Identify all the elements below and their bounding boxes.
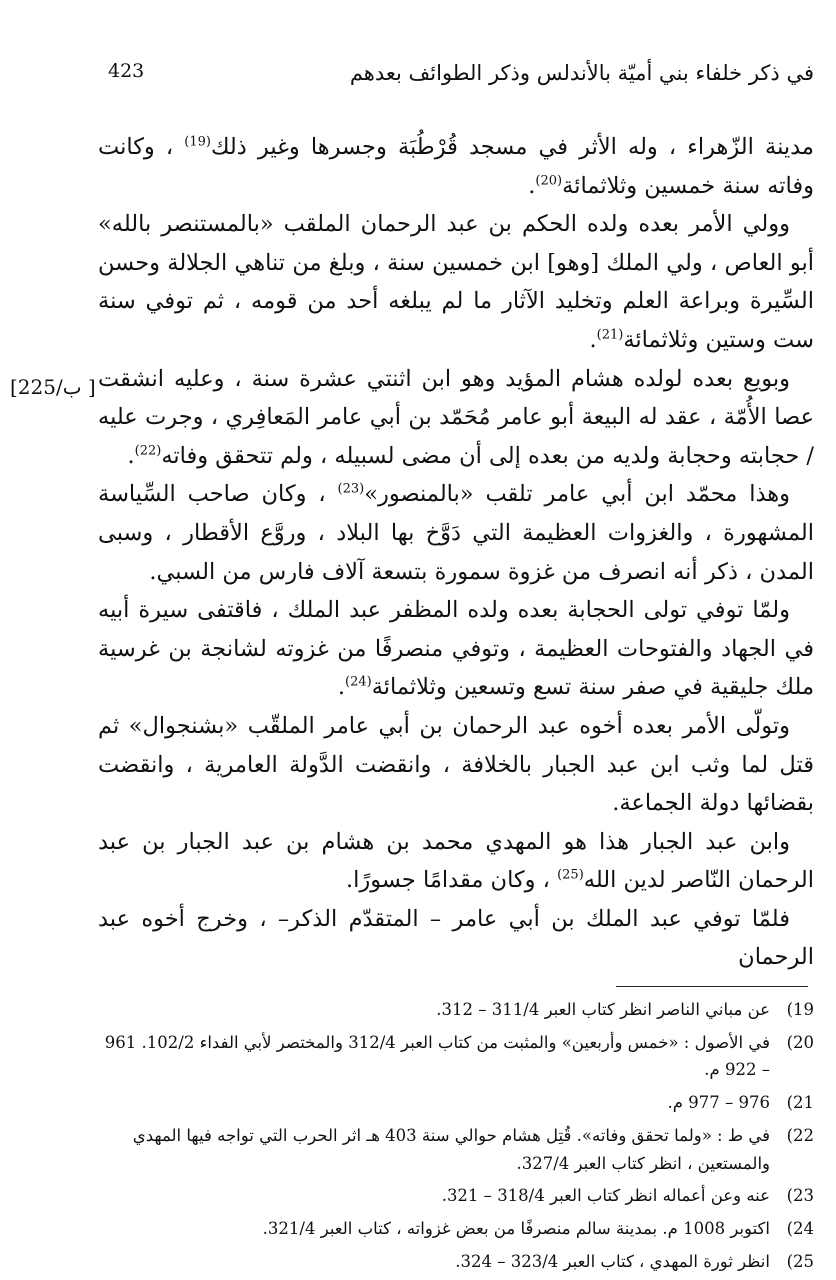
text-segment: ، وكان صاحب السِّياسة المشهورة ، والغزوات العظيمة التي دَوَّخ بها البلاد ، وروَّع الأقطار ، وسبى المدن ، ذكر أنه انصرف من غزوة سمورة بتسعة آلاف فارس من السبي. <box>98 481 814 585</box>
text-segment: وبويع بعده لولده هشام المؤيد وهو ابن اثنتي عشرة سنة ، وعليه انشقت عصا الأُمّة ، عقد له البيعة أبو عامر مُحَمّد بن أبي عامر المَعافِري ، وجرت عليه / حجابته وحجابة ولديه من بعده إلى أن مضى لسبيله ، ولم تتحقق وفاته <box>98 365 814 469</box>
footnote <box>98 1248 814 1276</box>
footnote-marker: (21) <box>596 327 624 343</box>
footnote <box>98 1029 814 1084</box>
text-segment: ولمّا توفي تولى الحجابة بعده ولده المظفر عبد الملك ، فاقتفى سيرة أبيه في الجهاد والفتوحات العظيمة ، وتوفي منصرفًا من غزوته لشانجة بن غرسية ملك جليقية في صفر سنة تسع وتسعين وثلاثمائة <box>98 597 814 701</box>
footnote-marker: (20) <box>535 173 563 189</box>
paragraph <box>98 900 814 977</box>
text-segment: . <box>127 442 135 469</box>
footnote-marker: (22) <box>134 443 162 459</box>
text-segment: ، وكان مقدامًا جسورًا. <box>345 867 558 894</box>
manuscript-folio-note: [225/ب ] <box>10 375 96 399</box>
footnote-number: 23) <box>786 1186 814 1206</box>
footnote-number: 22) <box>786 1125 814 1145</box>
paragraph <box>98 205 814 359</box>
footnote <box>98 996 814 1024</box>
footnote-number: 24) <box>786 1218 814 1238</box>
footnote-text: في الأصول : «خمس وأربعين» والمثبت من كتاب العبر 312/4 والمختصر لأبي الفداء 102/2. 961 – 922 م. <box>104 1032 770 1080</box>
footnote <box>98 1122 814 1177</box>
paragraph <box>98 475 814 591</box>
footnote-marker: (25) <box>557 867 584 883</box>
footnote-text: عن مباني الناصر انظر كتاب العبر 311/4 – 312. <box>436 1000 770 1019</box>
footnote <box>98 1215 814 1243</box>
paragraph <box>98 591 814 707</box>
text-segment: وابن عبد الجبار هذا هو المهدي محمد بن هشام بن عبد الجبار بن عبد الرحمان النّاصر لدين الله <box>98 828 814 894</box>
footnote-text: عنه وعن أعماله انظر كتاب العبر 318/4 – 321. <box>441 1186 770 1206</box>
footnote-text: انظر ثورة المهدي ، كتاب العبر 323/4 – 324. <box>455 1251 770 1271</box>
text-segment: . <box>337 674 345 701</box>
text-segment: وهذا محمّد ابن أبي عامر تلقب «بالمنصور» <box>364 481 791 508</box>
footnote-number: 19) <box>786 1000 814 1019</box>
footnote-number: 21) <box>786 1093 814 1113</box>
text-segment: ، وكانت وفاته سنة خمسين وثلاثمائة <box>98 134 814 199</box>
footnote-separator <box>616 986 808 987</box>
text-segment: فلمّا توفي عبد الملك بن أبي عامر – المتقدّم الذكر– ، وخرج أخوه عبد الرحمان <box>98 905 814 971</box>
footnotes-section <box>98 996 814 1280</box>
page-number: 423 <box>108 60 145 82</box>
footnote-text: 976 – 977 م. <box>667 1093 770 1113</box>
footnote-text: اكتوبر 1008 م. بمدينة سالم منصرفًا من بعض غزواته ، كتاب العبر 321/4. <box>262 1218 770 1238</box>
footnote <box>98 1182 814 1210</box>
footnote-marker: (23) <box>337 481 365 497</box>
running-header-title: في ذكر خلفاء بني أميّة بالأندلس وذكر الطوائف بعدهم <box>349 61 814 85</box>
text-segment: وولي الأمر بعده ولده الحكم بن عبد الرحمان الملقب «بالمستنصر بالله» أبو العاص ، ولي الملك [وهو] ابن خمسين سنة ، وبلغ من تناهي الجلالة وحسن السِّيرة وبراعة العلم وتخليد الآثار ما لم يبلغه أحد من قومه ، ثم توفي سنة ست وستين وثلاثمائة <box>98 211 814 353</box>
footnote-text: في ط : «ولما تحقق وفاته». قُتِل هشام حوالي سنة 403 هـ اثر الحرب التي تواجه فيها المهدي والمستعين ، انظر كتاب العبر 327/4. <box>132 1125 770 1173</box>
text-segment: مدينة الزّهراء ، وله الأثر في مسجد قُرْطُبَة وجسرها وغير ذلك <box>210 134 814 160</box>
footnote-number: 20) <box>786 1032 814 1052</box>
paragraph <box>98 823 814 900</box>
paragraph <box>98 360 814 476</box>
footnote-marker: (19) <box>184 134 211 150</box>
paragraph <box>98 707 814 823</box>
paragraph <box>98 128 814 205</box>
footnote <box>98 1089 814 1117</box>
text-segment: وتولّى الأمر بعده أخوه عبد الرحمان بن أبي عامر الملقّب «بشنجوال» ثم قتل لما وثب ابن عبد الجبار بالخلافة ، وانقضت الدَّولة العامرية ، وانقضت بقضائها دولة الجماعة. <box>98 712 814 817</box>
text-segment: . <box>589 326 597 353</box>
footnote-number: 25) <box>786 1251 814 1271</box>
text-segment: . <box>528 172 536 199</box>
footnote-marker: (24) <box>344 674 372 690</box>
main-text <box>98 128 814 977</box>
